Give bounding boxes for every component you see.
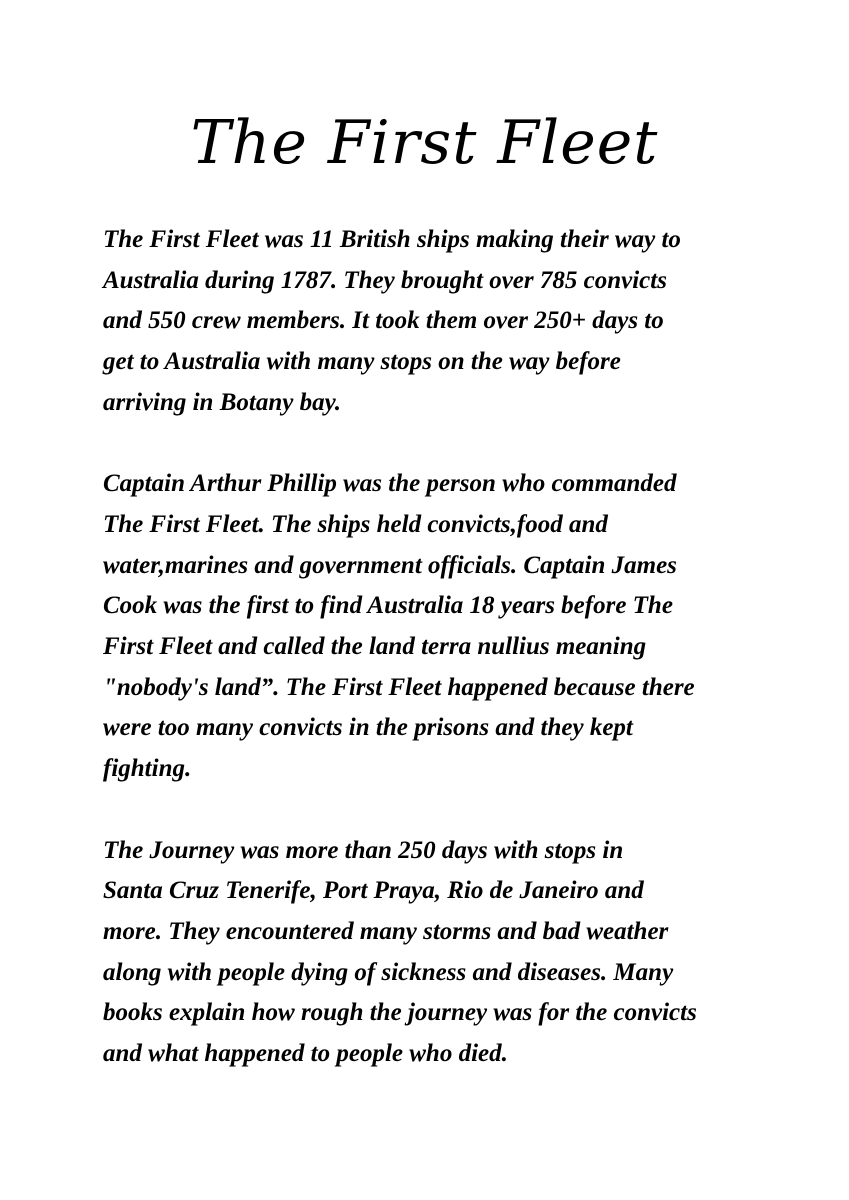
paragraph-line: water,marines and government officials. Captain James bbox=[103, 551, 677, 579]
document-title: The First Fleet bbox=[190, 108, 659, 178]
paragraph-line: The First Fleet was 11 British ships making their way to bbox=[103, 226, 681, 253]
paragraph-line: Santa Cruz Tenerife, Port Praya, Rio de Janeiro and bbox=[103, 877, 644, 905]
paragraph-line: First Fleet and called the land terra nullius meaning bbox=[103, 633, 647, 661]
paragraph-line: arriving in Botany bay. bbox=[103, 388, 341, 416]
paragraph-journey bbox=[103, 831, 763, 1075]
paragraph-line: get to Australia with many stops on the way before bbox=[103, 348, 621, 376]
document-body bbox=[103, 220, 763, 1115]
paragraph-line: more. They encountered many storms and bad weather bbox=[103, 917, 669, 945]
paragraph-line: The First Fleet. The ships held convicts,food and bbox=[103, 510, 608, 538]
paragraph-line: Captain Arthur Phillip was the person who commanded bbox=[103, 470, 677, 498]
paragraph-line: books explain how rough the journey was for the convicts bbox=[103, 999, 697, 1027]
paragraph-line: along with people dying of sickness and diseases. Many bbox=[103, 958, 674, 986]
paragraph-line: Cook was the first to find Australia 18 years before The bbox=[103, 592, 673, 620]
paragraph-line: were too many convicts in the prisons and they kept bbox=[103, 714, 633, 742]
paragraph-line: and what happened to people who died. bbox=[103, 1040, 508, 1068]
paragraph-line: fighting. bbox=[103, 755, 192, 783]
paragraph-line: and 550 crew members. It took them over 250+ days to bbox=[103, 307, 664, 335]
paragraph-captain bbox=[103, 464, 763, 790]
paragraph-line: The Journey was more than 250 days with stops in bbox=[103, 836, 624, 864]
paragraph-line: "nobody's land”. The First Fleet happened because there bbox=[103, 673, 695, 701]
paragraph-intro bbox=[103, 220, 763, 424]
paragraph-line: Australia during 1787. They brought over 785 convicts bbox=[103, 266, 667, 294]
